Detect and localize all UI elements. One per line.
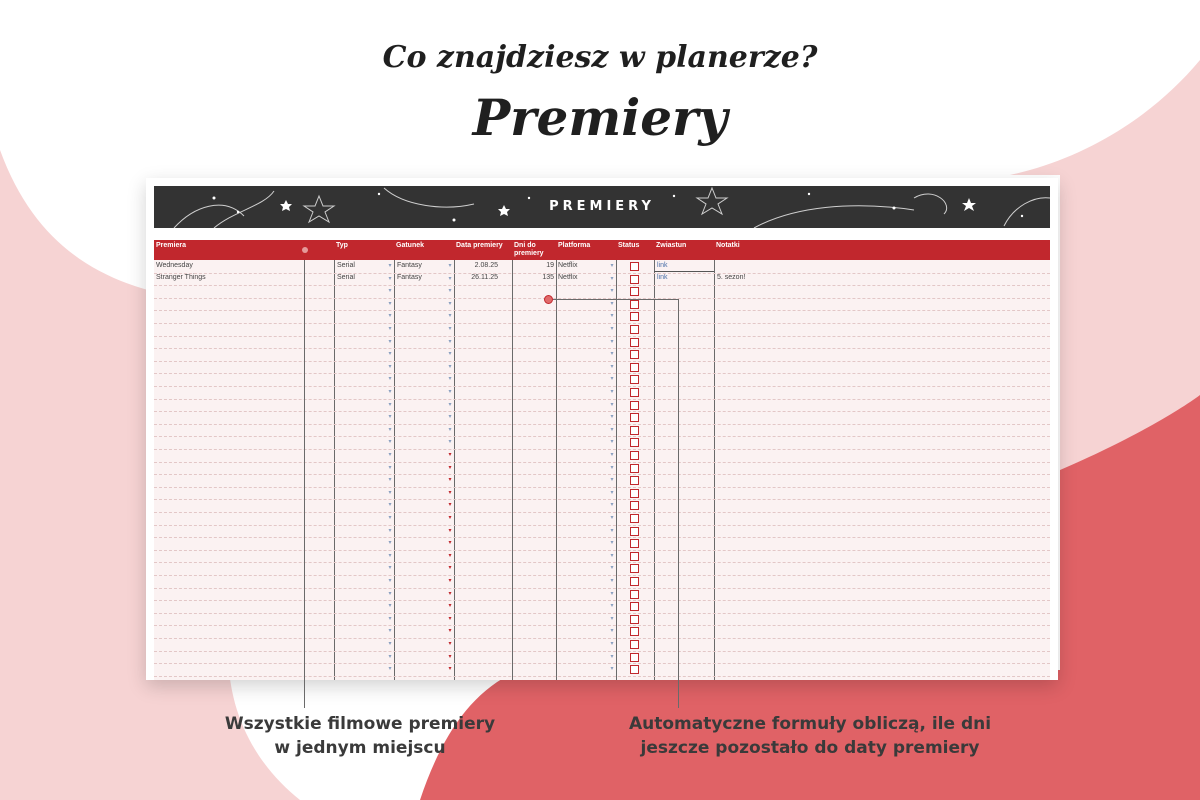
row-divider bbox=[154, 411, 1050, 412]
sheet-banner bbox=[154, 186, 1050, 228]
dropdown-arrow-icon[interactable]: ▾ bbox=[448, 653, 452, 660]
row-divider bbox=[154, 638, 1050, 639]
caption-left bbox=[160, 712, 560, 760]
dropdown-arrow-icon[interactable]: ▾ bbox=[610, 376, 614, 383]
dropdown-arrow-icon[interactable]: ▾ bbox=[448, 578, 452, 584]
dropdown-arrow-icon[interactable]: ▾ bbox=[448, 527, 452, 534]
row-divider bbox=[154, 562, 1050, 563]
cell-zwiastun-link[interactable]: link bbox=[657, 274, 668, 281]
dropdown-arrow-icon[interactable]: ▾ bbox=[610, 401, 614, 408]
dropdown-arrow-icon[interactable]: ▾ bbox=[448, 351, 452, 358]
heading-title: Premiery bbox=[472, 88, 728, 147]
dropdown-arrow-icon[interactable]: ▾ bbox=[610, 590, 614, 597]
dropdown-arrow-icon[interactable]: ▾ bbox=[388, 452, 392, 458]
status-checkbox[interactable] bbox=[630, 350, 639, 359]
dropdown-arrow-icon[interactable]: ▾ bbox=[610, 603, 614, 610]
dropdown-arrow-icon[interactable]: ▾ bbox=[610, 489, 614, 496]
dropdown-arrow-icon[interactable]: ▾ bbox=[388, 464, 392, 471]
status-checkbox[interactable] bbox=[630, 476, 639, 485]
dropdown-arrow-icon[interactable]: ▾ bbox=[388, 326, 392, 332]
dropdown-arrow-icon[interactable]: ▾ bbox=[610, 288, 614, 295]
row-divider bbox=[154, 436, 1050, 437]
dropdown-arrow-icon[interactable]: ▾ bbox=[448, 452, 452, 458]
dropdown-arrow-icon[interactable]: ▾ bbox=[388, 653, 392, 660]
dropdown-arrow-icon[interactable]: ▾ bbox=[448, 628, 452, 635]
status-checkbox[interactable] bbox=[630, 653, 639, 662]
dropdown-arrow-icon[interactable]: ▾ bbox=[610, 653, 614, 660]
row-divider bbox=[154, 399, 1050, 400]
column-header-premiera[interactable]: Premiera bbox=[156, 242, 186, 249]
row-divider bbox=[154, 588, 1050, 589]
row-divider bbox=[154, 525, 1050, 526]
status-checkbox[interactable] bbox=[630, 627, 639, 636]
dropdown-arrow-icon[interactable]: ▾ bbox=[388, 603, 392, 610]
row-divider bbox=[154, 487, 1050, 488]
dropdown-arrow-icon[interactable]: ▾ bbox=[388, 552, 392, 559]
spreadsheet-preview bbox=[146, 178, 1058, 680]
dropdown-arrow-icon[interactable]: ▾ bbox=[448, 363, 452, 370]
status-checkbox[interactable] bbox=[630, 564, 639, 573]
filter-icon[interactable] bbox=[302, 247, 308, 253]
dropdown-arrow-icon[interactable]: ▾ bbox=[610, 263, 614, 269]
dropdown-arrow-icon[interactable]: ▾ bbox=[610, 300, 614, 307]
dropdown-arrow-icon[interactable]: ▾ bbox=[388, 439, 392, 446]
row-divider bbox=[154, 550, 1050, 551]
dropdown-arrow-icon[interactable]: ▾ bbox=[448, 326, 452, 332]
dropdown-arrow-icon[interactable]: ▾ bbox=[610, 439, 614, 446]
status-checkbox[interactable] bbox=[630, 401, 639, 410]
row-divider bbox=[154, 424, 1050, 425]
dropdown-arrow-icon[interactable]: ▾ bbox=[448, 426, 452, 433]
status-checkbox[interactable] bbox=[630, 262, 639, 271]
row-divider bbox=[154, 386, 1050, 387]
status-checkbox[interactable] bbox=[630, 665, 639, 674]
status-checkbox[interactable] bbox=[630, 590, 639, 599]
cell-data-premiery[interactable]: 26.11.25 bbox=[471, 274, 498, 281]
status-checkbox[interactable] bbox=[630, 527, 639, 536]
dropdown-arrow-icon[interactable]: ▾ bbox=[610, 502, 614, 509]
column-header-typ[interactable]: Typ bbox=[336, 242, 348, 249]
cell-dni-do-premiery: 135 bbox=[542, 274, 554, 281]
status-checkbox[interactable] bbox=[630, 275, 639, 284]
banner-title: PREMIERY bbox=[549, 199, 655, 214]
status-checkbox[interactable] bbox=[630, 413, 639, 422]
dropdown-arrow-icon[interactable]: ▾ bbox=[448, 590, 452, 597]
row-divider bbox=[154, 499, 1050, 500]
dropdown-arrow-icon[interactable]: ▾ bbox=[388, 313, 392, 320]
dropdown-arrow-icon[interactable]: ▾ bbox=[448, 641, 452, 647]
dropdown-arrow-icon[interactable]: ▾ bbox=[448, 439, 452, 446]
status-checkbox[interactable] bbox=[630, 602, 639, 611]
heading-subtitle: Co znajdziesz w planerze? bbox=[382, 40, 818, 75]
dropdown-arrow-icon[interactable]: ▾ bbox=[610, 540, 614, 547]
cell-gatunek[interactable]: Fantasy bbox=[397, 262, 422, 269]
dropdown-arrow-icon[interactable]: ▾ bbox=[610, 313, 614, 320]
status-checkbox[interactable] bbox=[630, 338, 639, 347]
dropdown-arrow-icon[interactable]: ▾ bbox=[610, 464, 614, 471]
dropdown-arrow-icon[interactable]: ▾ bbox=[610, 338, 614, 345]
dropdown-arrow-icon[interactable]: ▾ bbox=[388, 565, 392, 572]
status-checkbox[interactable] bbox=[630, 451, 639, 460]
cell-premiera[interactable]: Wednesday bbox=[156, 262, 193, 269]
dropdown-arrow-icon[interactable]: ▾ bbox=[448, 263, 452, 269]
callout-line-left-ext bbox=[304, 680, 305, 708]
dropdown-arrow-icon[interactable]: ▾ bbox=[448, 414, 452, 421]
callout-line-right-h bbox=[553, 299, 678, 300]
dropdown-arrow-icon[interactable]: ▾ bbox=[388, 477, 392, 484]
header-row bbox=[154, 240, 1050, 260]
row-divider bbox=[154, 373, 1050, 374]
row-divider bbox=[154, 613, 1050, 614]
dropdown-arrow-icon[interactable]: ▾ bbox=[448, 515, 452, 521]
cell-dni-do-premiery: 19 bbox=[546, 262, 554, 269]
caption-left-line-1: Wszystkie filmowe premiery bbox=[224, 714, 496, 734]
column-header-gatunek[interactable]: Gatunek bbox=[396, 242, 425, 249]
dropdown-arrow-icon[interactable]: ▾ bbox=[388, 502, 392, 509]
dropdown-arrow-icon[interactable]: ▾ bbox=[448, 313, 452, 320]
dropdown-arrow-icon[interactable]: ▾ bbox=[448, 477, 452, 484]
row-divider bbox=[154, 600, 1050, 601]
dropdown-arrow-icon[interactable]: ▾ bbox=[610, 275, 614, 282]
dropdown-arrow-icon[interactable]: ▾ bbox=[610, 628, 614, 635]
row-divider bbox=[154, 512, 1050, 513]
dropdown-arrow-icon[interactable]: ▾ bbox=[448, 540, 452, 547]
dropdown-arrow-icon[interactable]: ▾ bbox=[388, 666, 392, 673]
row-divider bbox=[154, 348, 1050, 349]
status-checkbox[interactable] bbox=[630, 615, 639, 624]
dropdown-arrow-icon[interactable]: ▾ bbox=[388, 351, 392, 358]
dropdown-arrow-icon[interactable]: ▾ bbox=[448, 338, 452, 345]
row-divider bbox=[154, 273, 1050, 274]
dropdown-arrow-icon[interactable]: ▾ bbox=[610, 641, 614, 647]
dropdown-arrow-icon[interactable]: ▾ bbox=[388, 540, 392, 547]
dropdown-arrow-icon[interactable]: ▾ bbox=[448, 565, 452, 572]
cell-gatunek[interactable]: Fantasy bbox=[397, 274, 422, 281]
row-divider bbox=[154, 625, 1050, 626]
dropdown-arrow-icon[interactable]: ▾ bbox=[448, 615, 452, 622]
dropdown-arrow-icon[interactable]: ▾ bbox=[388, 338, 392, 345]
row-divider bbox=[154, 474, 1050, 475]
column-header-notatki[interactable]: Notatki bbox=[716, 242, 740, 249]
row-divider bbox=[154, 449, 1050, 450]
dropdown-arrow-icon[interactable]: ▾ bbox=[448, 666, 452, 673]
dropdown-arrow-icon[interactable]: ▾ bbox=[610, 351, 614, 358]
status-checkbox[interactable] bbox=[630, 577, 639, 586]
dropdown-arrow-icon[interactable]: ▾ bbox=[388, 414, 392, 421]
cell-premiera[interactable]: Stranger Things bbox=[156, 274, 206, 281]
dropdown-arrow-icon[interactable]: ▾ bbox=[610, 565, 614, 572]
caption-right bbox=[580, 712, 1040, 760]
dropdown-arrow-icon[interactable]: ▾ bbox=[610, 452, 614, 458]
dropdown-arrow-icon[interactable]: ▾ bbox=[388, 527, 392, 534]
dropdown-arrow-icon[interactable]: ▾ bbox=[388, 401, 392, 408]
dropdown-arrow-icon[interactable]: ▾ bbox=[448, 275, 452, 282]
status-checkbox[interactable] bbox=[630, 438, 639, 447]
column-header-dni-do-premiery[interactable]: Dni do premiery bbox=[514, 242, 544, 257]
callout-line-right-ext bbox=[678, 680, 679, 708]
status-checkbox[interactable] bbox=[630, 514, 639, 523]
status-checkbox[interactable] bbox=[630, 287, 639, 296]
row-divider bbox=[154, 575, 1050, 576]
dropdown-arrow-icon[interactable]: ▾ bbox=[388, 426, 392, 433]
dropdown-arrow-icon[interactable]: ▾ bbox=[388, 641, 392, 647]
dropdown-arrow-icon[interactable]: ▾ bbox=[448, 552, 452, 559]
callout-line-left bbox=[304, 260, 305, 680]
row-divider bbox=[154, 676, 1050, 677]
status-checkbox[interactable] bbox=[630, 501, 639, 510]
status-checkbox[interactable] bbox=[630, 640, 639, 649]
dropdown-arrow-icon[interactable]: ▾ bbox=[388, 263, 392, 269]
dropdown-arrow-icon[interactable]: ▾ bbox=[388, 363, 392, 370]
row-divider bbox=[154, 285, 1050, 286]
dropdown-arrow-icon[interactable]: ▾ bbox=[388, 578, 392, 584]
dropdown-arrow-icon[interactable]: ▾ bbox=[610, 326, 614, 332]
caption-left-line-2: w jednym miejscu bbox=[274, 738, 446, 758]
column-header-data-premiery[interactable]: Data premiery bbox=[456, 242, 503, 249]
dropdown-arrow-icon[interactable]: ▾ bbox=[610, 363, 614, 370]
cell-typ[interactable]: Serial bbox=[337, 262, 355, 269]
status-checkbox[interactable] bbox=[630, 363, 639, 372]
caption-right-line-1: Automatyczne formuły obliczą, ile dni bbox=[628, 714, 992, 734]
dropdown-arrow-icon[interactable]: ▾ bbox=[388, 515, 392, 521]
planner-grid bbox=[154, 240, 1050, 680]
callout-line-right-v bbox=[678, 299, 679, 680]
status-checkbox[interactable] bbox=[630, 489, 639, 498]
dropdown-arrow-icon[interactable]: ▾ bbox=[388, 275, 392, 282]
dropdown-arrow-icon[interactable]: ▾ bbox=[388, 376, 392, 383]
dropdown-arrow-icon[interactable]: ▾ bbox=[610, 527, 614, 534]
dropdown-arrow-icon[interactable]: ▾ bbox=[610, 615, 614, 622]
dropdown-arrow-icon[interactable]: ▾ bbox=[610, 515, 614, 521]
dropdown-arrow-icon[interactable]: ▾ bbox=[610, 426, 614, 433]
dropdown-arrow-icon[interactable]: ▾ bbox=[448, 464, 452, 471]
column-header-status[interactable]: Status bbox=[618, 242, 640, 249]
row-divider bbox=[154, 651, 1050, 652]
row-divider bbox=[154, 336, 1050, 337]
dropdown-arrow-icon[interactable]: ▾ bbox=[388, 628, 392, 635]
callout-dot bbox=[544, 295, 553, 304]
dropdown-arrow-icon[interactable]: ▾ bbox=[448, 502, 452, 509]
row-divider bbox=[154, 537, 1050, 538]
dropdown-arrow-icon[interactable]: ▾ bbox=[388, 615, 392, 622]
status-checkbox[interactable] bbox=[630, 375, 639, 384]
row-divider bbox=[154, 310, 1050, 311]
dropdown-arrow-icon[interactable]: ▾ bbox=[610, 666, 614, 673]
status-checkbox[interactable] bbox=[630, 325, 639, 334]
cell-notatki[interactable]: 5. sezon! bbox=[717, 274, 746, 281]
status-checkbox[interactable] bbox=[630, 388, 639, 397]
column-header-platforma[interactable]: Platforma bbox=[558, 242, 591, 249]
dropdown-arrow-icon[interactable]: ▾ bbox=[448, 300, 452, 307]
dropdown-arrow-icon[interactable]: ▾ bbox=[610, 414, 614, 421]
row-divider bbox=[154, 361, 1050, 362]
status-checkbox[interactable] bbox=[630, 552, 639, 561]
dropdown-arrow-icon[interactable]: ▾ bbox=[448, 288, 452, 295]
dropdown-arrow-icon[interactable]: ▾ bbox=[448, 401, 452, 408]
status-checkbox[interactable] bbox=[630, 539, 639, 548]
column-header-zwiastun[interactable]: Zwiastun bbox=[656, 242, 687, 249]
row-divider bbox=[154, 462, 1050, 463]
status-checkbox[interactable] bbox=[630, 426, 639, 435]
dropdown-arrow-icon[interactable]: ▾ bbox=[448, 376, 452, 383]
row-divider bbox=[154, 663, 1050, 664]
dropdown-arrow-icon[interactable]: ▾ bbox=[448, 489, 452, 496]
status-checkbox[interactable] bbox=[630, 300, 639, 309]
cell-zwiastun-link[interactable]: link bbox=[657, 262, 668, 269]
dropdown-arrow-icon[interactable]: ▾ bbox=[610, 552, 614, 559]
dropdown-arrow-icon[interactable]: ▾ bbox=[388, 590, 392, 597]
dropdown-arrow-icon[interactable]: ▾ bbox=[388, 300, 392, 307]
dropdown-arrow-icon[interactable]: ▾ bbox=[388, 288, 392, 295]
dropdown-arrow-icon[interactable]: ▾ bbox=[388, 389, 392, 395]
cell-typ[interactable]: Serial bbox=[337, 274, 355, 281]
row-divider bbox=[154, 323, 1050, 324]
status-checkbox[interactable] bbox=[630, 312, 639, 321]
status-checkbox[interactable] bbox=[630, 464, 639, 473]
cell-data-premiery[interactable]: 2.08.25 bbox=[474, 262, 498, 269]
dropdown-arrow-icon[interactable]: ▾ bbox=[610, 578, 614, 584]
dropdown-arrow-icon[interactable]: ▾ bbox=[610, 389, 614, 395]
dropdown-arrow-icon[interactable]: ▾ bbox=[448, 389, 452, 395]
cell-platforma[interactable]: Netflix bbox=[558, 274, 578, 281]
dropdown-arrow-icon[interactable]: ▾ bbox=[388, 489, 392, 496]
cell-platforma[interactable]: Netflix bbox=[558, 262, 578, 269]
caption-right-line-2: jeszcze pozostało do daty premiery bbox=[640, 738, 980, 758]
dropdown-arrow-icon[interactable]: ▾ bbox=[610, 477, 614, 484]
dropdown-arrow-icon[interactable]: ▾ bbox=[448, 603, 452, 610]
